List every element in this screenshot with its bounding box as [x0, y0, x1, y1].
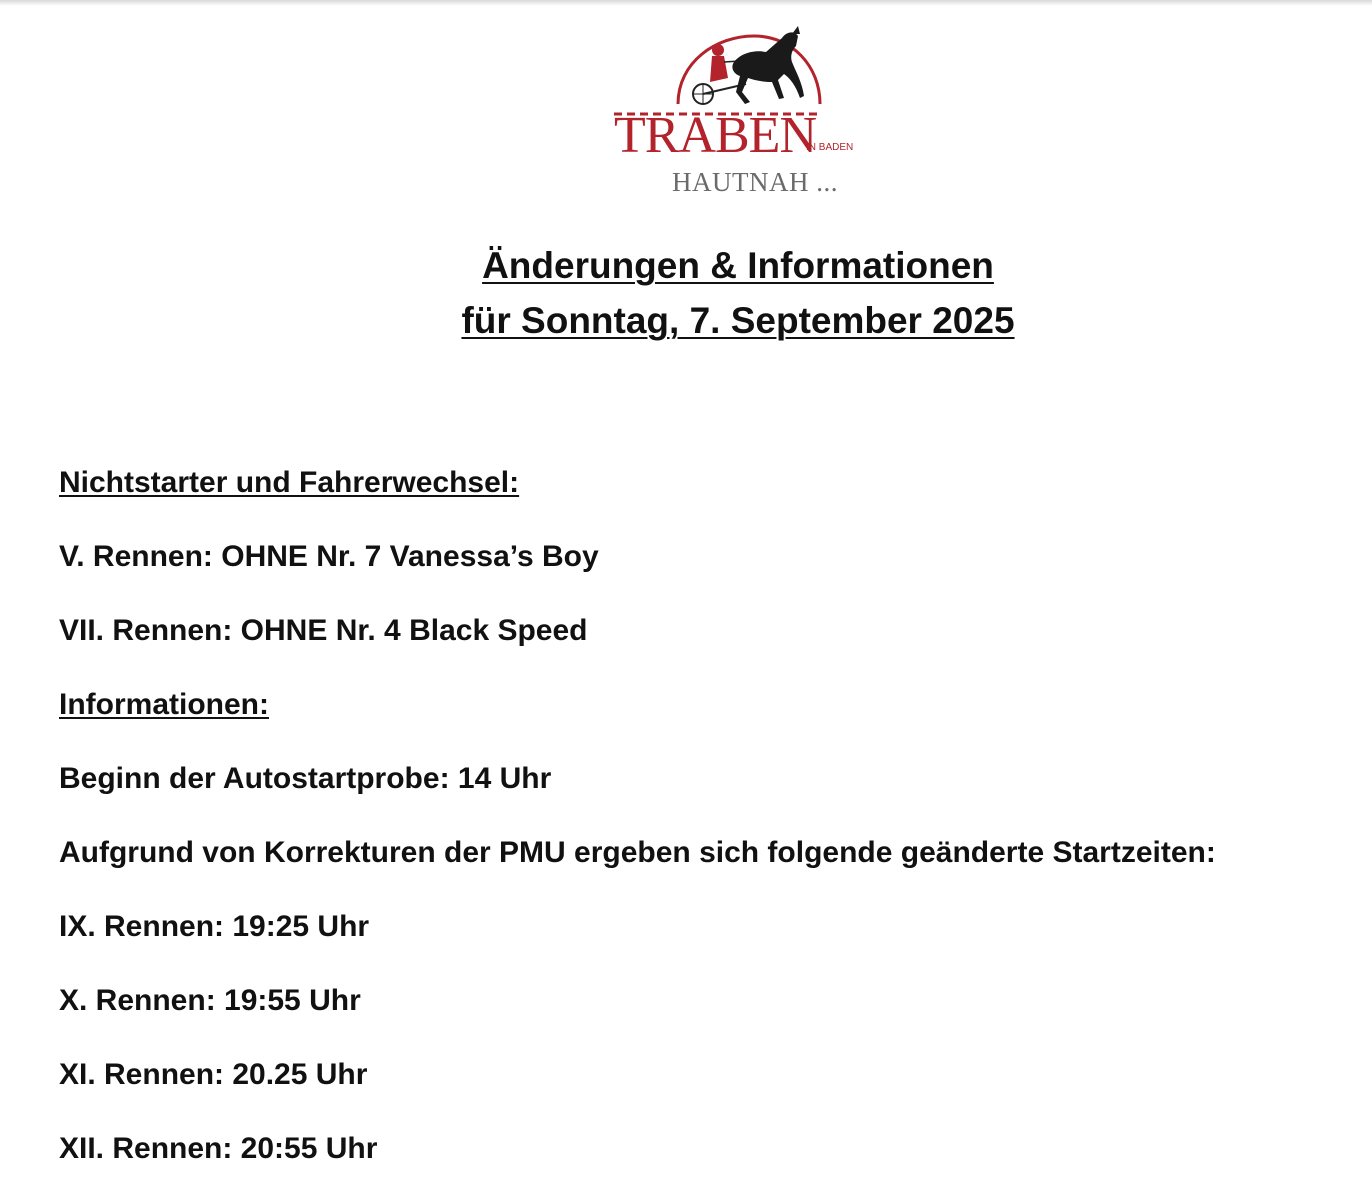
- list-item: VII. Rennen: OHNE Nr. 4 Black Speed: [59, 614, 588, 647]
- page-title: Änderungen & Informationen: [482, 245, 994, 286]
- list-item: V. Rennen: OHNE Nr. 7 Vanessa’s Boy: [59, 540, 599, 573]
- page-date: für Sonntag, 7. September 2025: [461, 300, 1015, 341]
- list-item: Aufgrund von Korrekturen der PMU ergeben sich folgende geänderte Startzeiten:: [59, 836, 1216, 869]
- page-top-shadow: [0, 0, 1372, 6]
- section-title-nonstarters: Nichtstarter und Fahrerwechsel:: [59, 466, 520, 499]
- list-item: XII. Rennen: 20:55 Uhr: [59, 1132, 378, 1165]
- list-item: Beginn der Autostartprobe: 14 Uhr: [59, 762, 552, 795]
- list-item: XI. Rennen: 20.25 Uhr: [59, 1058, 368, 1091]
- logo-title: TRABEN: [614, 107, 816, 164]
- list-item: IX. Rennen: 19:25 Uhr: [59, 910, 370, 943]
- section-title-info: Informationen:: [59, 688, 269, 721]
- list-item: X. Rennen: 19:55 Uhr: [59, 984, 361, 1017]
- traben-logo: [606, 22, 876, 202]
- logo-subtitle: HAUTNAH ...: [672, 167, 838, 197]
- logo-tagline: IN BADEN: [806, 142, 854, 153]
